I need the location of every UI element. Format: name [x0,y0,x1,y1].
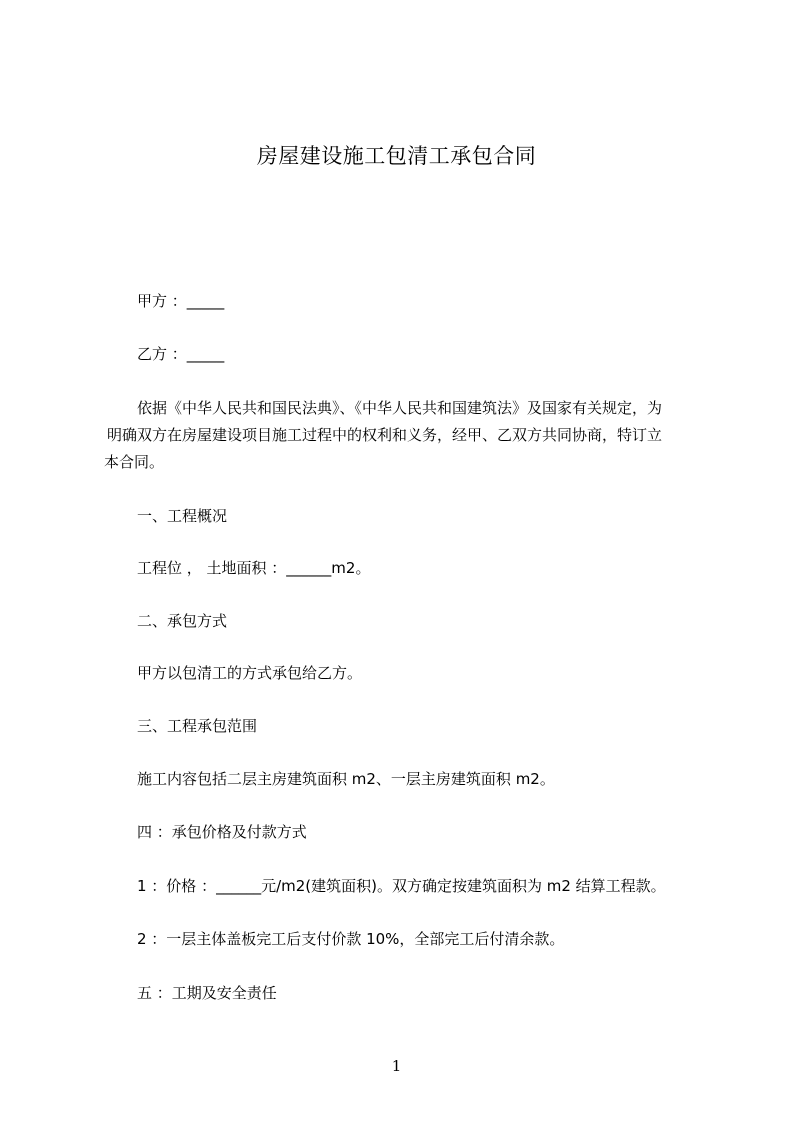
page-number: 1 [391,1057,402,1075]
section-1-heading: 一、工程概况 [137,507,228,525]
party-a-line: 甲方 ：_____ [137,292,225,310]
intro-line-1: 依据《中华人民共和国民法典》、《中华人民共和国建筑法》及国家有关规定，为 [137,399,663,417]
section-5-heading: 五 ：工期及安全责任 [137,984,277,1002]
intro-line-3: 本合同。 [104,453,165,471]
section-2-heading: 二、承包方式 [137,612,228,630]
section-3-heading: 三、工程承包范围 [137,717,258,735]
section-3-body: 施工内容包括二层主房建筑面积 m2、一层主房建筑面积 m2。 [137,770,555,788]
section-4-item-2: 2 ：一层主体盖板完工后支付价款 10%，全部完工后付清余款。 [137,930,565,948]
party-b-line: 乙方 ：_____ [137,345,225,363]
section-4-item-1: 1 ：价格 ：______元/m2(建筑面积)。双方确定按建筑面积为 m2 结算工程款。 [137,877,666,895]
section-2-body: 甲方以包清工的方式承包给乙方。 [137,664,363,682]
section-4-heading: 四 ：承包价格及付款方式 [137,823,307,841]
contract-title: 房屋建设施工包清工承包合同 [256,144,537,168]
intro-line-2: 明确双方在房屋建设项目施工过程中的权利和义务，经甲、乙双方共同协商，特订立 [107,426,663,444]
section-1-body: 工程位 ， 土地面积 ：______m2。 [137,559,371,577]
